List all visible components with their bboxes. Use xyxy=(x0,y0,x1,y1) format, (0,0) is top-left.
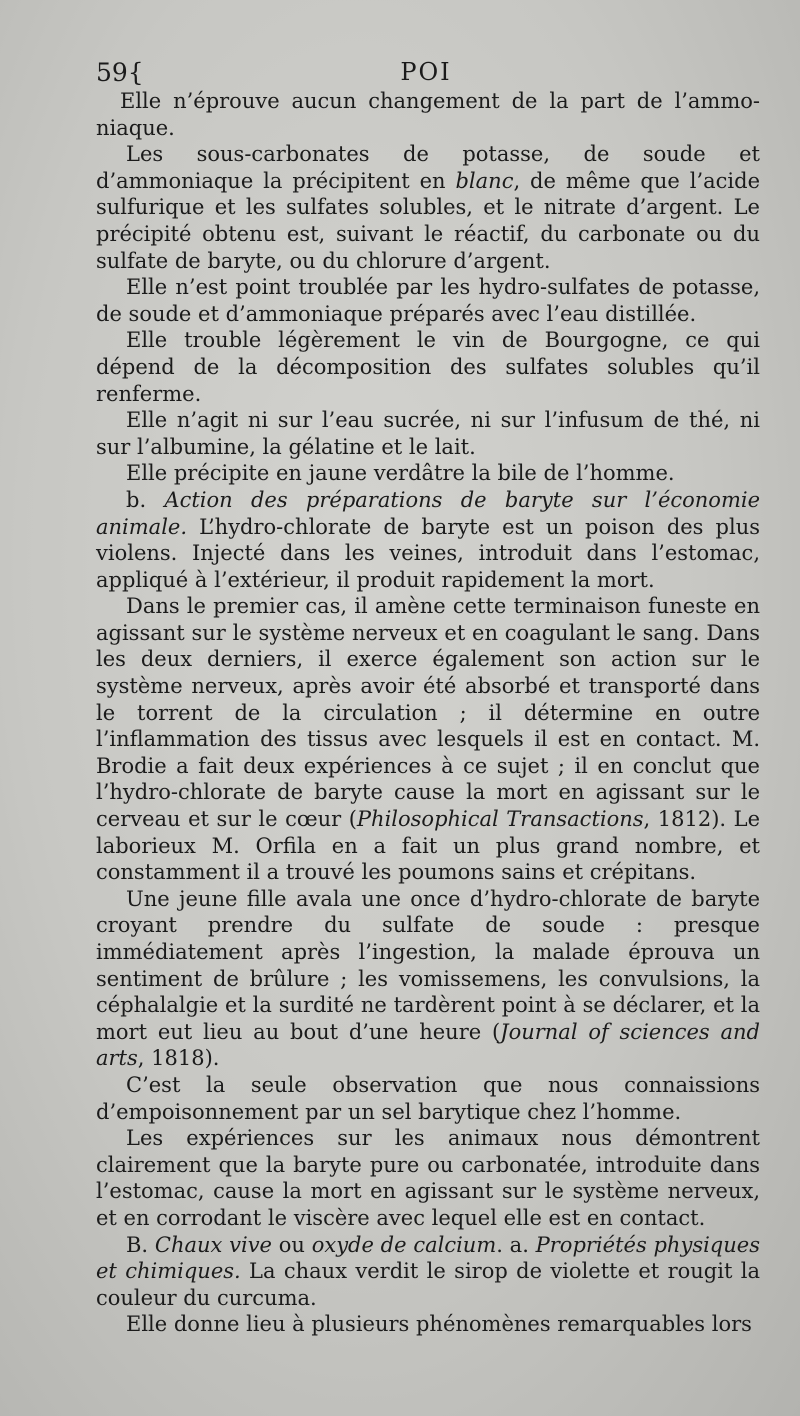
paragraph xyxy=(96,1125,760,1231)
paragraph xyxy=(96,1311,760,1338)
text-run: Une jeune fille avala une once d’hydro-chlorate de baryte croyant prendre du sulfate de soude : presque immédiatement après l’ingestion, la malade éprouva un sentiment de brûlure ; les vomissemens, les convulsions, la céphalalgie et la surdité ne tardèrent point à se déclarer, et la mort eut lieu au bout d’une heure ( xyxy=(96,886,760,1044)
paragraph xyxy=(96,88,760,141)
text-run: , 1818). xyxy=(137,1046,220,1071)
text-run: L’hydro-chlorate de baryte est un poison des plus violens. Injecté dans les veines, introduit dans l’estomac, appliqué à l’extérieur, il produit rapidement la mort. xyxy=(96,514,760,592)
page-number: 59{ xyxy=(96,58,144,87)
text-run: , 1812). Le laborieux M. Orfila en a fait un plus grand nombre, et constamment il a trouvé les poumons sains et crépitans. xyxy=(96,807,760,885)
paragraph xyxy=(96,886,760,1072)
text-run: . a. xyxy=(496,1232,536,1257)
text-run: , de même que l’acide sulfurique et les sulfates solubles, et le nitrate d’argent. Le précipité obtenu est, suivant le réactif, du carbonate ou du sulfate de baryte, ou du chlorure d’argent. xyxy=(96,168,760,273)
paragraph xyxy=(96,141,760,274)
text-run: C’est la seule observation que nous connaissions d’empoisonnement par un sel barytique chez l’homme. xyxy=(96,1072,760,1124)
paragraph xyxy=(96,487,760,593)
italic-text: Journal of sciences and arts xyxy=(96,1019,760,1071)
text-run: B. xyxy=(126,1232,155,1257)
text-run: Elle n’éprouve aucun changement de la part de l’ammo-niaque. xyxy=(96,89,760,140)
text-run: Les sous-carbonates de potasse, de soude et d’ammoniaque la précipitent en xyxy=(96,142,760,193)
paragraph xyxy=(96,274,760,327)
italic-text: Action des préparations de baryte sur l’économie animale. xyxy=(96,487,761,539)
page-header xyxy=(96,58,756,92)
text-run: b. xyxy=(126,487,165,512)
paragraph xyxy=(96,327,760,407)
text-run: La chaux verdit le sirop de violette et rougit la couleur du curcuma. xyxy=(96,1259,760,1310)
text-run: Elle trouble légèrement le vin de Bourgogne, ce qui dépend de la décomposition des sulfates solubles qu’il renferme. xyxy=(96,328,760,406)
text-run: ou xyxy=(272,1232,312,1257)
text-run: Les expériences sur les animaux nous démontrent clairement que la baryte pure ou carbonatée, introduite dans l’estomac, cause la mort en agissant sur le système nerveux, et en corrodant le viscère avec lequel elle est en contact. xyxy=(96,1126,760,1230)
text-run: Dans le premier cas, il amène cette terminaison funeste en agissant sur le système nerveux et en coagulant le sang. Dans les deux derniers, il exerce également son action sur le système nerveux, après avoir été absorbé et transporté dans le torrent de la circulation ; il détermine en outre l’inflammation des tissus avec lesquels il est en contact. M. Brodie a fait deux expériences à ce sujet ; il en conclut que l’hydro-chlorate de baryte cause la mort en agissant sur le cerveau et sur le cœur ( xyxy=(96,594,760,832)
paragraph xyxy=(96,460,760,487)
paragraph xyxy=(96,407,760,460)
text-run: Elle n’est point troublée par les hydro-sulfates de potasse, de soude et d’ammoniaque préparés avec l’eau distillée. xyxy=(96,275,760,326)
paragraph xyxy=(96,1232,760,1312)
running-head: POI xyxy=(400,58,452,86)
italic-text: oxyde de calcium xyxy=(311,1232,497,1257)
italic-text: Propriétés physiques et chimiques. xyxy=(96,1232,760,1284)
text-run: Elle donne lieu à plusieurs phénomènes remarquables lors xyxy=(126,1312,752,1337)
paragraph xyxy=(96,1072,760,1125)
text-run: Elle n’agit ni sur l’eau sucrée, ni sur l’infusum de thé, ni sur l’albumine, la gélatine et le lait. xyxy=(96,408,760,459)
italic-text: blanc xyxy=(455,168,514,193)
italic-text: Chaux vive xyxy=(154,1232,272,1257)
body-text xyxy=(96,88,760,1338)
paragraph xyxy=(96,593,760,886)
text-run: Elle précipite en jaune verdâtre la bile de l’homme. xyxy=(126,461,675,486)
italic-text: Philosophical Transactions xyxy=(356,807,644,832)
